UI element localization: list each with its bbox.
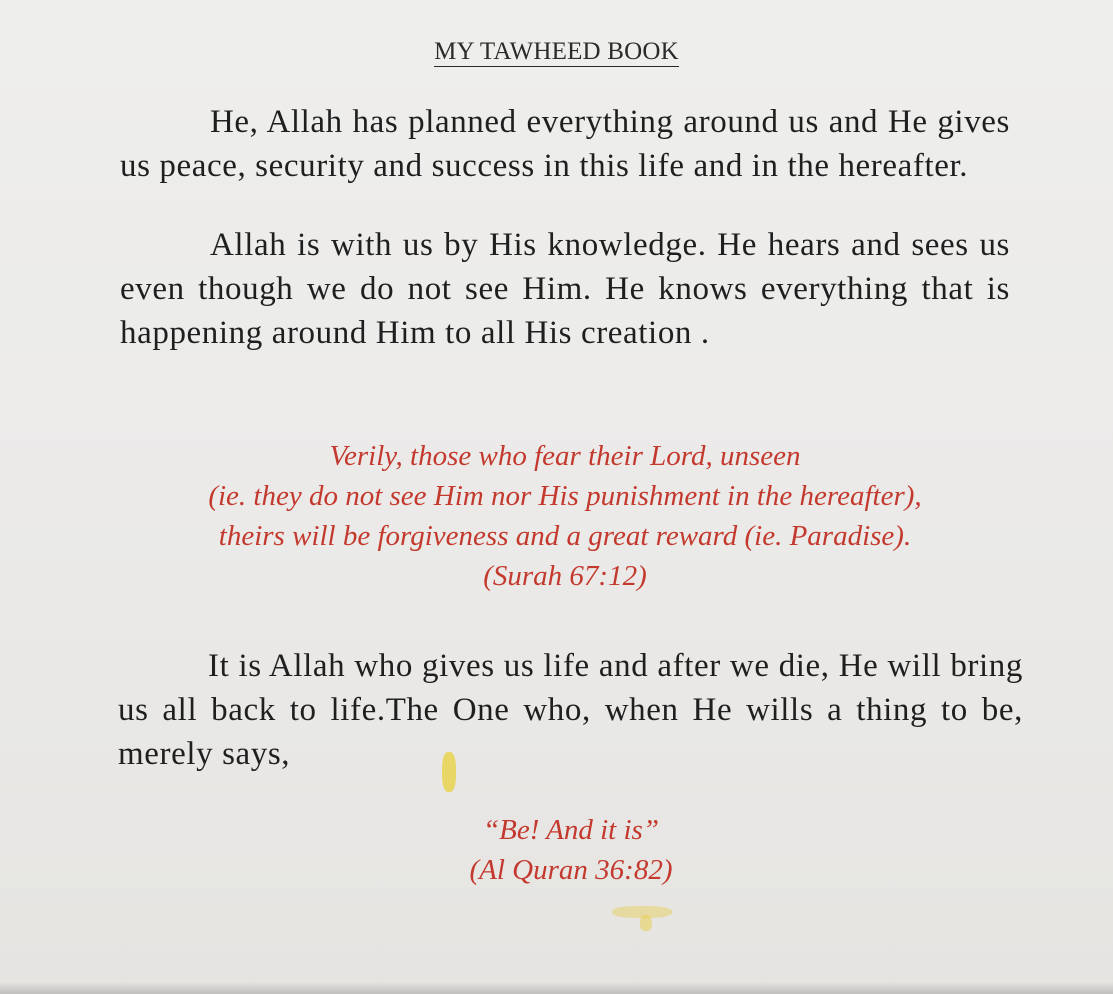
page-header	[0, 38, 1113, 66]
paragraph-2: Allah is with us by His knowledge. He hears and sees us even though we do not see Him. He knows everything that is happening around Him to all His creation .	[120, 227, 1010, 351]
quote-line: theirs will be forgiveness and a great reward (ie. Paradise).	[218, 520, 912, 552]
quran-quote-surah-67-12	[0, 436, 1113, 596]
quran-quote-36-82	[6, 810, 1113, 890]
quote-line: (ie. they do not see Him nor His punishment in the hereafter),	[208, 480, 922, 512]
quote-citation: (Al Quran 36:82)	[469, 854, 673, 886]
paragraph-3: It is Allah who gives us life and after we die, He will bring us all back to life.The One who, when He wills a thing to be, merely says,	[118, 648, 1023, 772]
quote-line: “Be! And it is”	[483, 814, 659, 846]
paragraph-1: He, Allah has planned everything around us and He gives us peace, security and success in this life and in the hereafter.	[120, 104, 1010, 184]
book-title: MY TAWHEED BOOK	[434, 38, 679, 65]
quote-line: Verily, those who fear their Lord, unseen	[329, 440, 801, 472]
paper-stain	[442, 752, 456, 792]
quote-citation: (Surah 67:12)	[483, 560, 647, 592]
paper-stain	[640, 915, 652, 931]
